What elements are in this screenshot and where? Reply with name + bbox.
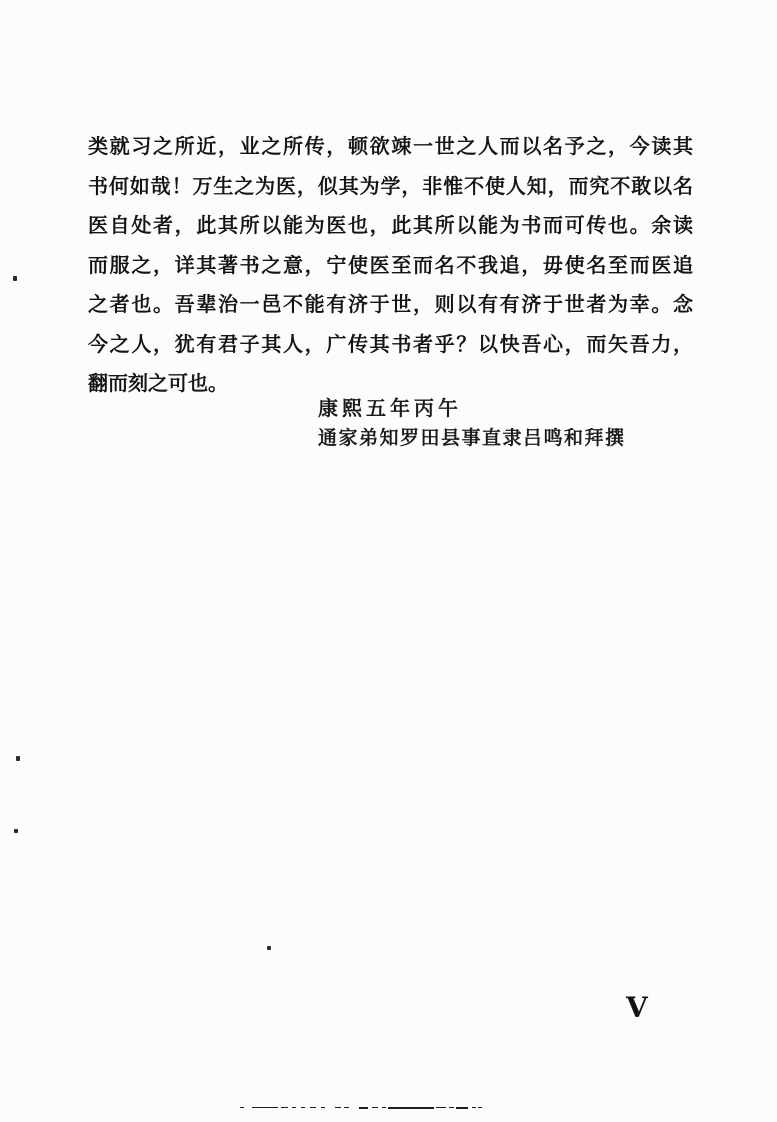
- preface-line: 医自处者，此其所以能为医也，此其所以能为书而可传也。余读: [88, 215, 693, 237]
- preface-line: 而服之，详其著书之意，宁使医至而名不我追，毋使名至而医追: [88, 254, 693, 277]
- scan-speck: [16, 756, 20, 761]
- preface-body: [88, 128, 693, 405]
- page-number: Ⅴ: [626, 991, 648, 1024]
- preface-line: 类就习之所近，业之所传，顿欲竦一世之人而以名予之，今读其: [88, 136, 693, 158]
- signature-date-line: 康熙五年丙午: [318, 398, 462, 420]
- scan-speck: [13, 276, 17, 281]
- preface-line: 之者也。吾辈治一邑不能有济于世，则以有有济于世者为幸。念: [88, 294, 693, 316]
- signature-author-line: 通家弟知罗田县事直隶吕鸣和拜撰: [318, 428, 626, 449]
- scan-speck: [267, 946, 271, 950]
- scan-speck: [14, 829, 18, 833]
- preface-line: 翻而刻之可也。: [88, 373, 228, 395]
- preface-line: 书何如哉！万生之为医，似其为学，非惟不使人知，而究不敢以名: [88, 175, 693, 198]
- scan-artifact-dashed-line: [0, 1106, 777, 1110]
- preface-line: 今之人，犹有君子其人，广传其书者乎？以快吾心，而矢吾力，: [88, 333, 693, 356]
